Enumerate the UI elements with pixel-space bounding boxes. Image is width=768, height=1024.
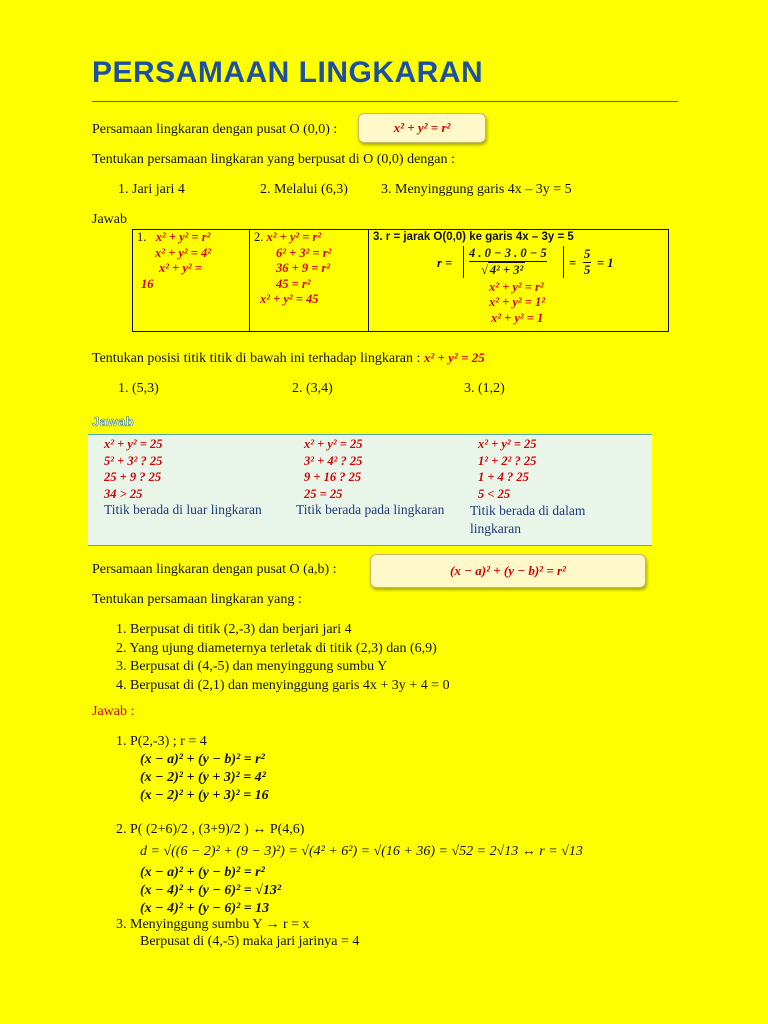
col1-line-1: x² + y² = 25 <box>104 437 163 451</box>
general-task-item-2: 2. Yang ujung diameternya terletak di titik (2,3) dan (6,9) <box>116 640 437 656</box>
answer-1-line-3: x² + y² = <box>159 261 202 275</box>
position-answer-col-3 <box>470 436 620 538</box>
distance-result: = 1 <box>597 255 614 270</box>
position-answer-col-1 <box>104 436 262 519</box>
position-task-formula: x² + y² = 25 <box>423 350 485 365</box>
col2-line-2: 3² + 4² ? 25 <box>304 453 363 468</box>
answer-cell-3 <box>369 230 669 332</box>
answer-3-line-2: x² + y² = 1² <box>489 295 546 309</box>
col3-line-1: x² + y² = 25 <box>478 437 537 451</box>
general-task-item-1: 1. Berpusat di titik (2,-3) dan berjari jari 4 <box>116 622 352 637</box>
answer-table <box>132 229 669 332</box>
answer-2-line-4: 45 = r² <box>276 276 311 291</box>
answer-2-head: 2. P( (2+6)/2 , (3+9)/2 ) ↔ P(4,6) <box>116 822 305 837</box>
answer-2-steps <box>140 864 281 918</box>
col3-line-2: 1² + 2² ? 25 <box>478 453 537 468</box>
col2-line-1: x² + y² = 25 <box>304 437 363 451</box>
point-2: 2. (3,4) <box>292 381 333 396</box>
task-item-3: 3. Menyinggung garis 4x – 3y = 5 <box>381 182 572 197</box>
answer-1-line-2: x² + y² = 4² <box>155 245 212 260</box>
answer-3-line-1: x² + y² = r² <box>489 279 544 294</box>
answer-2-line-2: 6² + 3² = r² <box>276 245 332 260</box>
answer-2-line-5: x² + y² = 45 <box>260 292 319 306</box>
general-task-list <box>116 621 450 695</box>
answer-1-number: 1. <box>137 230 147 244</box>
answer-1-head: 1. P(2,-3) ; r = 4 <box>116 734 207 749</box>
general-jawab-label: Jawab : <box>92 704 135 719</box>
intro-text: Persamaan lingkaran dengan pusat O (0,0) : <box>92 122 338 137</box>
answer-2-distance: d = √((6 − 2)² + (9 − 3)²) = √(4² + 6²) = √(16 + 36) = √52 = 2√13 ↔ r = √13 <box>140 844 583 859</box>
answer-1-line-4: 16 <box>141 276 154 291</box>
col3-result: Titik berada di dalam lingkaran <box>470 503 586 536</box>
general-intro-text: Persamaan lingkaran dengan pusat O (a,b) : <box>92 562 337 577</box>
point-3: 3. (1,2) <box>464 381 505 396</box>
col2-result: Titik berada pada lingkaran <box>296 502 445 517</box>
answer-2-line-1: x² + y² = r² <box>266 230 322 244</box>
col2-line-3: 9 + 16 ? 25 <box>304 470 362 484</box>
answer-1-steps <box>140 751 269 805</box>
page-title: PERSAMAAN LINGKARAN <box>92 56 484 89</box>
col1-line-4: 34 > 25 <box>104 486 143 501</box>
answer-2-step-1: (x − a)² + (y − b)² = r² <box>140 865 265 880</box>
jawab-label: Jawab <box>92 212 127 227</box>
task-item-1: 1. Jari jari 4 <box>118 182 185 197</box>
col2-line-4: 25 = 25 <box>304 486 343 501</box>
general-task-item-4: 4. Berpusat di (2,1) dan menyinggung garis 4x + 3y + 4 = 0 <box>116 677 450 693</box>
col1-line-3: 25 + 9 ? 25 <box>104 470 162 484</box>
distance-formula: r = 4 . 0 − 3 . 0 − 5 √ 4² + 3² = 5 5 = 1 <box>437 245 614 277</box>
distance-formula-lhs: r = <box>437 255 453 270</box>
jawab-heading: Jawab <box>92 414 135 429</box>
answer-2-number: 2. <box>254 230 264 244</box>
answer-3-line-3: x² + y² = 1 <box>491 310 544 325</box>
distance-formula-numerator: 4 . 0 − 3 . 0 − 5 <box>469 245 547 260</box>
general-task-text: Tentukan persamaan lingkaran yang : <box>92 592 302 607</box>
answer-3-head: 3. Menyinggung sumbu Y → r = x <box>116 917 310 932</box>
answer-3-heading: 3. r = jarak O(0,0) ke garis 4x – 3y = 5 <box>373 231 574 243</box>
fraction-numerator: 5 <box>584 246 591 261</box>
position-task-text: Tentukan posisi titik titik di bawah ini terhadap lingkaran : <box>92 351 421 366</box>
answer-cell-2 <box>250 230 369 332</box>
answer-3-line: Berpusat di (4,-5) maka jari jarinya = 4 <box>140 934 360 949</box>
answer-cell-1 <box>133 230 250 332</box>
answer-1-step-1: (x − a)² + (y − b)² = r² <box>140 752 265 767</box>
formula-box-center-origin: x² + y² = r² <box>358 113 486 143</box>
col1-line-2: 5² + 3² ? 25 <box>104 453 163 468</box>
answer-1-step-2: (x − 2)² + (y + 3)² = 4² <box>140 770 266 785</box>
answer-2-step-3: (x − 4)² + (y − 6)² = 13 <box>140 901 270 916</box>
answer-2-line-3: 36 + 9 = r² <box>276 261 331 275</box>
col3-line-3: 1 + 4 ? 25 <box>478 470 529 484</box>
distance-formula-denominator: √ 4² + 3² <box>481 262 524 277</box>
general-task-item-3: 3. Berpusat di (4,-5) dan menyinggung sumbu Y <box>116 659 388 674</box>
answer-2-step-2: (x − 4)² + (y − 6)² = √13² <box>140 883 282 898</box>
position-answer-col-2 <box>296 436 444 519</box>
answer-1-step-3: (x − 2)² + (y + 3)² = 16 <box>140 788 269 803</box>
formula-box-general-center: (x − a)² + (y − b)² = r² <box>370 554 646 588</box>
task-item-2: 2. Melalui (6,3) <box>260 182 348 197</box>
fraction-denominator: 5 <box>584 262 591 277</box>
answer-1-line-1: x² + y² = r² <box>155 230 211 244</box>
col3-line-4: 5 < 25 <box>478 486 511 501</box>
task-text: Tentukan persamaan lingkaran yang berpusat di O (0,0) dengan : <box>92 152 455 167</box>
col1-result: Titik berada di luar lingkaran <box>104 502 262 517</box>
position-task <box>92 350 485 367</box>
point-1: 1. (5,3) <box>118 381 159 396</box>
title-divider <box>92 101 678 102</box>
